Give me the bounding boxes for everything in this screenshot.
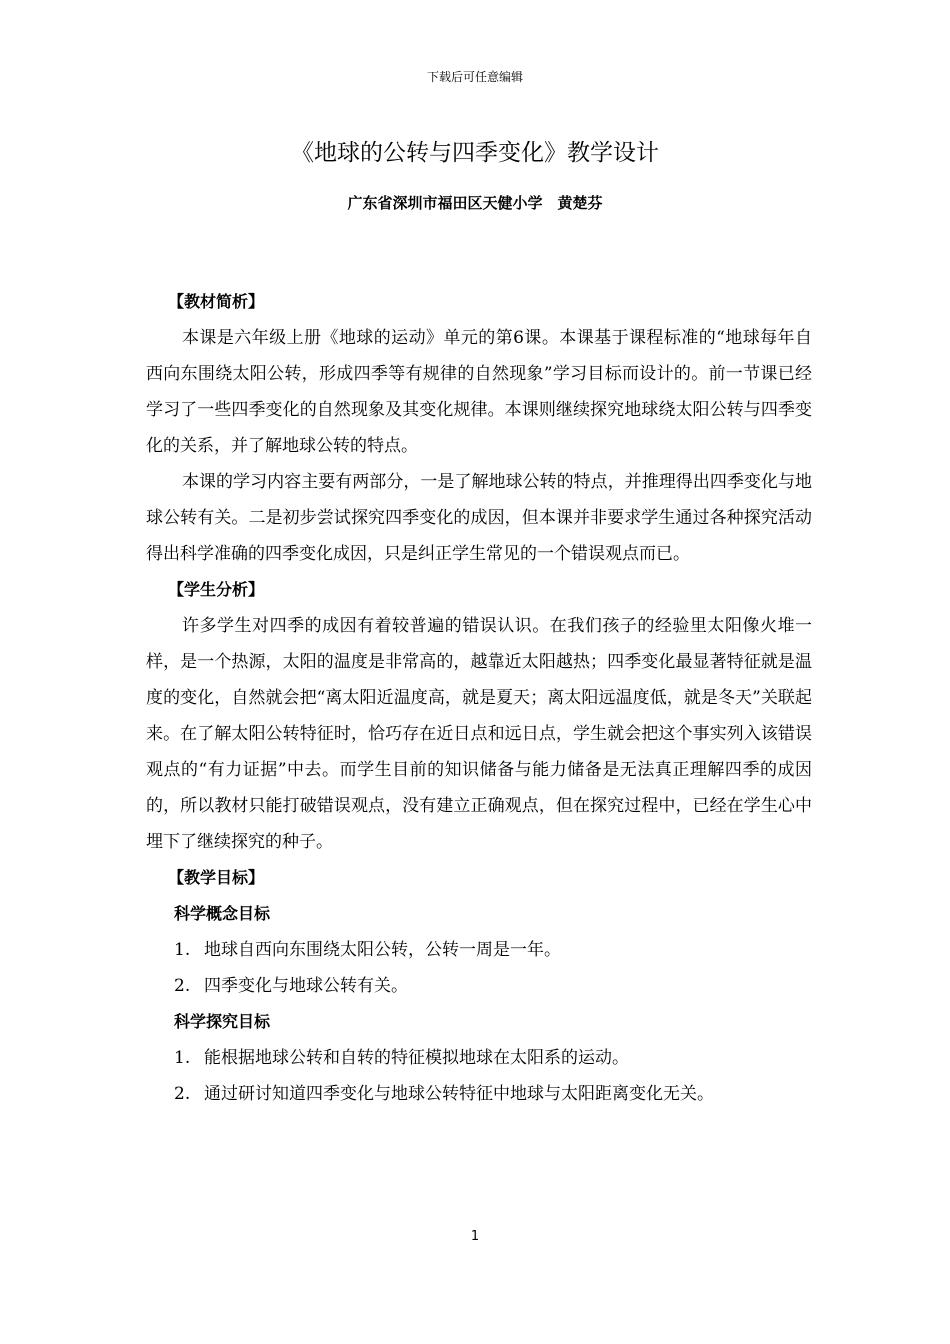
list-item-text: 通过研讨知道四季变化与地球公转特征中地球与太阳距离变化无关。 — [204, 1084, 714, 1104]
list-item — [174, 968, 812, 1004]
list-item-number: 1. — [174, 940, 191, 960]
header-note: 下载后可任意编辑 — [426, 70, 523, 84]
list-item-text: 地球自西向东围绕太阳公转，公转一周是一年。 — [204, 940, 561, 960]
section-heading-students: 【学生分析】 — [168, 580, 265, 599]
list-item — [174, 1076, 812, 1112]
document-title: 《地球的公转与四季变化》教学设计 — [291, 140, 659, 166]
page-number: 1 — [470, 1229, 480, 1244]
list-item-number: 1. — [174, 1048, 191, 1068]
document-author: 广东省深圳市福田区天健小学 黄楚芬 — [347, 194, 603, 212]
document-body — [146, 284, 812, 1112]
paragraph: 本课的学习内容主要有两部分，一是了解地球公转的特点，并推理得出四季变化与地球公转有关。二是初步尝试探究四季变化的成因，但本课并非要求学生通过各种探究活动得出科学准确的四季变化成因，只是纠正学生常见的一个错误观点而已。 — [146, 472, 812, 564]
paragraph: 许多学生对四季的成因有着较普遍的错误认识。在我们孩子的经验里太阳像火堆一样，是一个热源，太阳的温度是非常高的，越靠近太阳越热；四季变化最显著特征就是温度的变化，自然就会把“离太阳近温度高，就是夏天；离太阳远温度低，就是冬天”关联起来。在了解太阳公转特征时，恰巧存在近日点和远日点，学生就会把这个事实列入该错误观点的“有力证据”中去。而学生目前的知识储备与能力储备是无法真正理解四季的成因的，所以教材只能打破错误观点，没有建立正确观点，但在探究过程中，已经在学生心中埋下了继续探究的种子。 — [146, 616, 812, 852]
section-heading-goals: 【教学目标】 — [168, 868, 265, 887]
subheading-inquiry-goals: 科学探究目标 — [174, 1012, 271, 1031]
list-item-text: 四季变化与地球公转有关。 — [204, 976, 408, 996]
list-item-number: 2. — [174, 976, 191, 996]
paragraph: 本课是六年级上册《地球的运动》单元的第6课。本课基于课程标准的“地球每年自西向东围绕太阳公转，形成四季等有规律的自然现象”学习目标而设计的。前一节课已经学习了一些四季变化的自然现象及其变化规律。本课则继续探究地球绕太阳公转与四季变化的关系，并了解地球公转的特点。 — [146, 328, 812, 456]
list-item-text: 能根据地球公转和自转的特征模拟地球在太阳系的运动。 — [204, 1048, 629, 1068]
subheading-concept-goals: 科学概念目标 — [174, 904, 271, 923]
section-heading-material: 【教材简析】 — [168, 292, 265, 311]
list-item — [174, 932, 812, 968]
concept-goals-list — [146, 932, 812, 1004]
inquiry-goals-list — [146, 1040, 812, 1112]
list-item — [174, 1040, 812, 1076]
list-item-number: 2. — [174, 1084, 191, 1104]
